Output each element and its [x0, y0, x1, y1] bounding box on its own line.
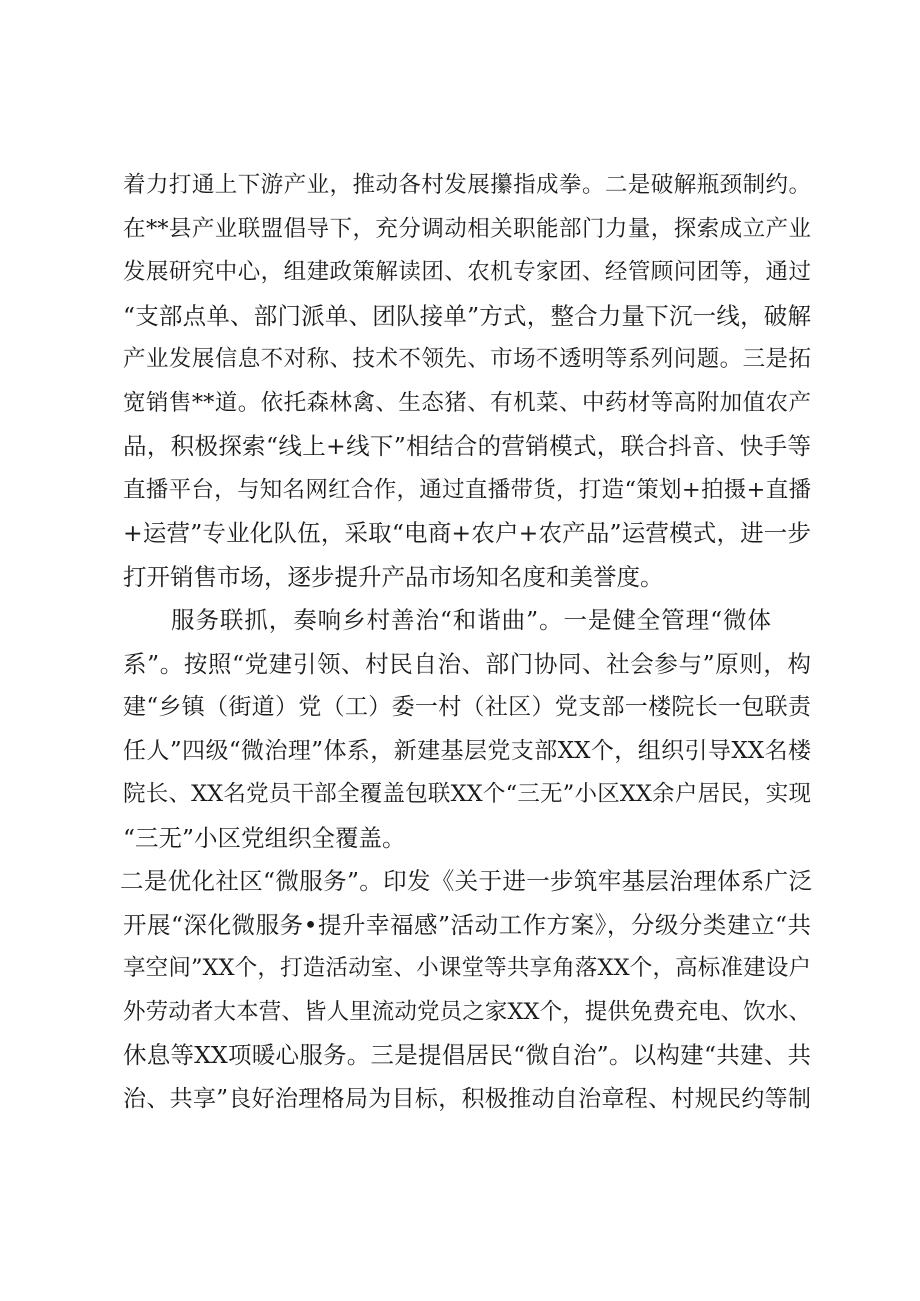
- text-line: 任人”四级“微治理”体系，新建基层党支部XX个，组织引导XX名楼: [123, 738, 811, 764]
- text-line: 享空间”XX个，打造活动室、小课堂等共享角落XX个，高标准建设户: [123, 955, 811, 981]
- text-line: 打开销售市场，逐步提升产品市场知名度和美誉度。: [123, 563, 664, 591]
- text-line: 直播平台，与知名网红合作，通过直播带货，打造“策划+拍摄+直播: [123, 477, 811, 503]
- text-line: 建“乡镇（街道）党（工）委一村（社区）党支部一楼院长一包联责: [123, 694, 811, 720]
- text-line: 宽销售**道。依托森林禽、生态猪、有机菜、中药材等高附加值农产: [123, 390, 811, 416]
- paragraph-first-line: 二是优化社区“微服务”。印发《关于进一步筑牢基层治理体系广泛: [120, 867, 812, 895]
- text-line: 着力打通上下游产业，推动各村发展攥指成拳。二是破解瓶颈制约。: [123, 172, 811, 198]
- text-line: 治、共享”良好治理格局为目标，积极推动自治章程、村规民约等制: [123, 1086, 811, 1112]
- text-line: 系”。按照“党建引领、村民自治、部门协同、社会参与”原则，构: [123, 650, 811, 678]
- text-line: 院长、XX名党员干部全覆盖包联XX个“三无”小区XX余户居民，实现: [123, 781, 811, 807]
- text-line: 在**县产业联盟倡导下，充分调动相关职能部门力量，探索成立产业: [123, 216, 811, 242]
- text-line: 外劳动者大本营、皆人里流动党员之家XX个，提供免费充电、饮水、: [123, 999, 811, 1025]
- text-line: 品，积极探索“线上+线下”相结合的营销模式，联合抖音、快手等: [123, 432, 811, 460]
- paragraph-first-line: 服务联抓，奏响乡村善治“和谐曲”。一是健全管理“微体: [171, 606, 771, 634]
- text-line: “支部点单、部门派单、团队接单”方式，整合力量下沉一线，破解: [123, 302, 811, 330]
- text-line: 开展“深化微服务•提升幸福感”活动工作方案》，分级分类建立“共: [123, 911, 811, 939]
- text-line: +运营”专业化队伍，采取“电商+农户+农产品”运营模式，进一步: [123, 519, 811, 547]
- text-line: “三无”小区党组织全覆盖。: [123, 824, 406, 852]
- text-line: 产业发展信息不对称、技术不领先、市场不透明等系列问题。三是拓: [123, 346, 811, 372]
- text-line: 休息等XX项暖心服务。三是提倡居民“微自治”。以构建“共建、共: [123, 1041, 811, 1069]
- text-line: 发展研究中心，组建政策解读团、农机专家团、经管顾问团等，通过: [123, 259, 811, 285]
